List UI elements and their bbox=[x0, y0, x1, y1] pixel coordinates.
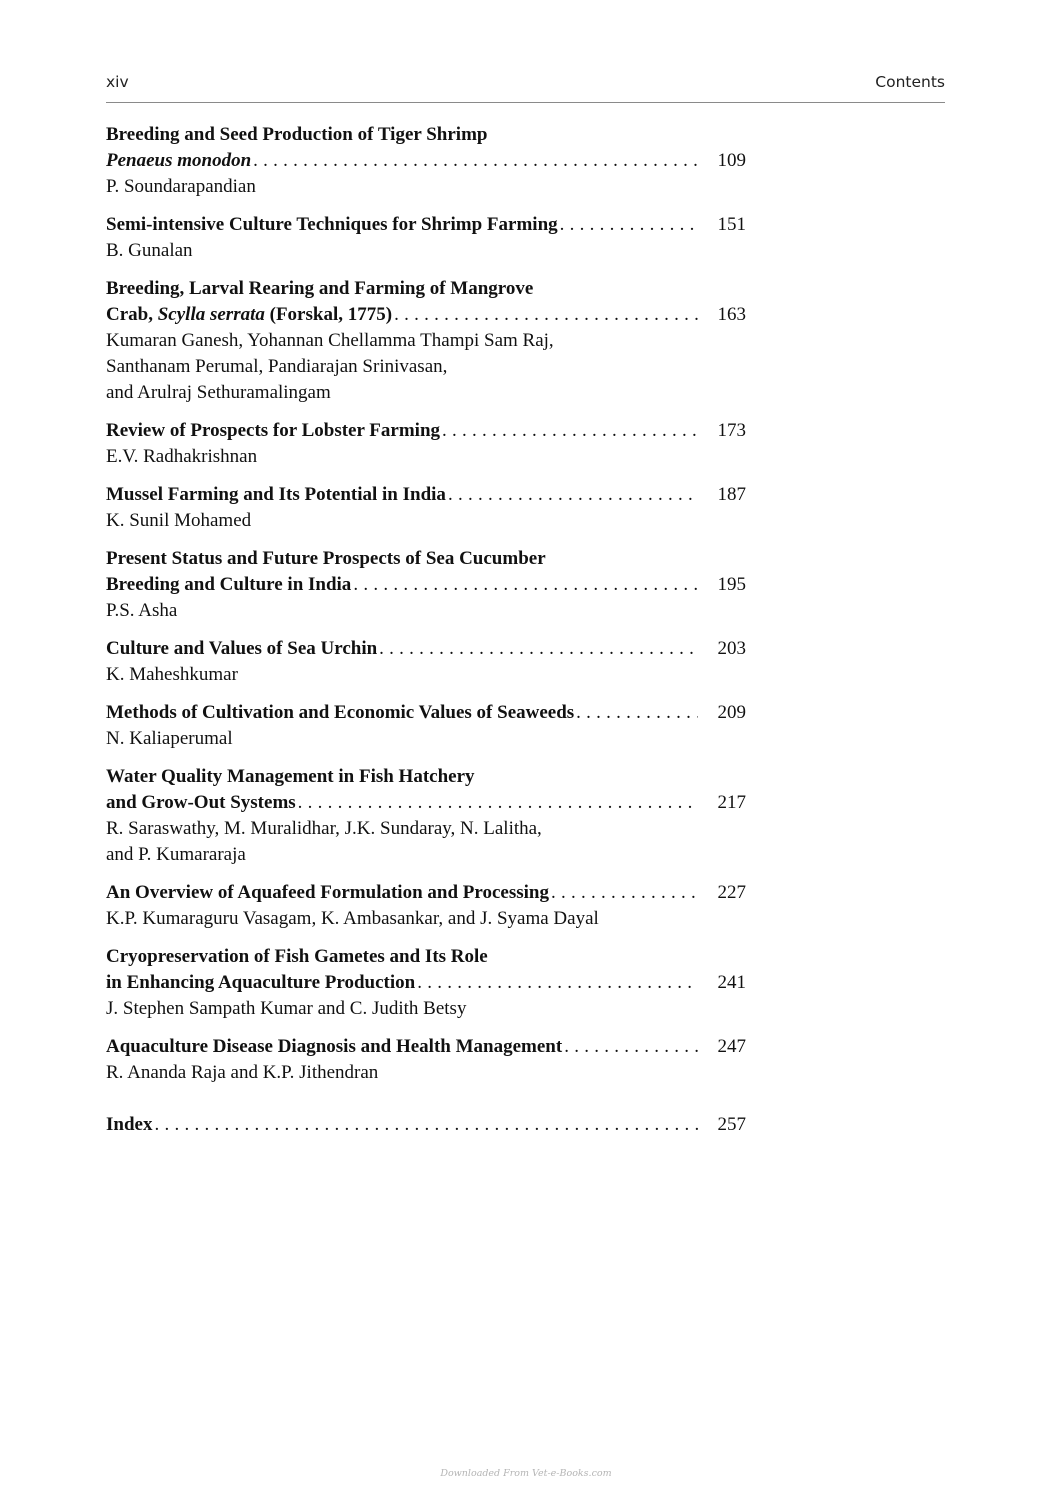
dot-leader bbox=[351, 572, 698, 598]
chapter-title: Breeding and Culture in India bbox=[106, 574, 352, 595]
chapter-title: Water Quality Management in Fish Hatchery bbox=[106, 766, 475, 787]
toc-leader-line bbox=[106, 880, 746, 906]
dot-leader bbox=[558, 212, 698, 238]
chapter-authors: N. Kaliaperumal bbox=[106, 728, 233, 749]
toc-entry[interactable] bbox=[106, 122, 746, 200]
chapter-authors: and Arulraj Sethuramalingam bbox=[106, 382, 331, 403]
dot-leader bbox=[446, 482, 698, 508]
toc-leader-line bbox=[106, 418, 746, 444]
toc-entry[interactable] bbox=[106, 418, 746, 470]
chapter-title: Methods of Cultivation and Economic Values of Seaweeds bbox=[106, 702, 575, 723]
page-ref[interactable]: 247 bbox=[717, 1036, 746, 1057]
dot-leader bbox=[549, 880, 698, 906]
toc-leader-line bbox=[106, 790, 746, 816]
toc-entry[interactable] bbox=[106, 944, 746, 1022]
toc-entry[interactable] bbox=[106, 482, 746, 534]
dot-leader bbox=[152, 1112, 698, 1138]
toc-entry[interactable] bbox=[106, 546, 746, 624]
chapter-title: Aquaculture Disease Diagnosis and Health Management bbox=[106, 1036, 563, 1057]
chapter-title: and Grow-Out Systems bbox=[106, 792, 296, 813]
page-number: xiv bbox=[106, 73, 129, 91]
toc-leader-line bbox=[106, 970, 746, 996]
chapter-authors: P.S. Asha bbox=[106, 600, 178, 621]
dot-leader bbox=[296, 790, 698, 816]
toc-leader-line bbox=[106, 1112, 746, 1138]
chapter-title: Culture and Values of Sea Urchin bbox=[106, 638, 378, 659]
toc-leader-line bbox=[106, 572, 746, 598]
toc-leader-line bbox=[106, 302, 746, 328]
chapter-title: An Overview of Aquafeed Formulation and Processing bbox=[106, 882, 549, 903]
chapter-title: Penaeus monodon bbox=[106, 150, 252, 171]
chapter-authors: K. Sunil Mohamed bbox=[106, 510, 252, 531]
chapter-authors: Kumaran Ganesh, Yohannan Chellamma Thampi Sam Raj, bbox=[106, 330, 554, 351]
chapter-title: Cryopreservation of Fish Gametes and Its Role bbox=[106, 946, 488, 967]
toc-entry[interactable] bbox=[106, 276, 746, 406]
toc-leader-line bbox=[106, 636, 746, 662]
title-segment: Crab, bbox=[106, 304, 158, 325]
table-of-contents bbox=[106, 122, 746, 1150]
chapter-authors: K.P. Kumaraguru Vasagam, K. Ambasankar, and J. Syama Dayal bbox=[106, 908, 599, 929]
toc-leader-line bbox=[106, 700, 746, 726]
chapter-authors: R. Ananda Raja and K.P. Jithendran bbox=[106, 1062, 379, 1083]
chapter-title: Breeding and Seed Production of Tiger Shrimp bbox=[106, 124, 488, 145]
page-ref[interactable]: 151 bbox=[717, 214, 746, 235]
page-ref[interactable]: 195 bbox=[717, 574, 746, 595]
chapter-authors: E.V. Radhakrishnan bbox=[106, 446, 258, 467]
toc-entry-index[interactable] bbox=[106, 1112, 746, 1138]
page-ref[interactable]: 209 bbox=[717, 702, 746, 723]
toc-leader-line bbox=[106, 148, 746, 174]
chapter-authors: and P. Kumararaja bbox=[106, 844, 246, 865]
chapter-authors: R. Saraswathy, M. Muralidhar, J.K. Sundaray, N. Lalitha, bbox=[106, 818, 542, 839]
dot-leader bbox=[392, 302, 698, 328]
toc-entry[interactable] bbox=[106, 880, 746, 932]
page-ref[interactable]: 227 bbox=[717, 882, 746, 903]
toc-leader-line bbox=[106, 212, 746, 238]
page-ref[interactable]: 203 bbox=[717, 638, 746, 659]
dot-leader bbox=[574, 700, 698, 726]
chapter-authors: Santhanam Perumal, Pandiarajan Srinivasan, bbox=[106, 356, 448, 377]
page-ref[interactable]: 173 bbox=[717, 420, 746, 441]
running-title: Contents bbox=[875, 73, 945, 91]
toc-entry[interactable] bbox=[106, 700, 746, 752]
chapter-authors: J. Stephen Sampath Kumar and C. Judith Betsy bbox=[106, 998, 467, 1019]
chapter-title: in Enhancing Aquaculture Production bbox=[106, 972, 416, 993]
dot-leader bbox=[251, 148, 698, 174]
page-ref[interactable]: 217 bbox=[717, 792, 746, 813]
running-header bbox=[106, 70, 945, 103]
chapter-title: Review of Prospects for Lobster Farming bbox=[106, 420, 441, 441]
toc-entry[interactable] bbox=[106, 764, 746, 868]
chapter-title bbox=[106, 302, 392, 328]
page-ref[interactable]: 163 bbox=[717, 304, 746, 325]
chapter-title: Mussel Farming and Its Potential in India bbox=[106, 484, 446, 505]
page-ref[interactable]: 109 bbox=[717, 150, 746, 171]
chapter-title: Semi-intensive Culture Techniques for Shrimp Farming bbox=[106, 214, 558, 235]
toc-entry[interactable] bbox=[106, 636, 746, 688]
chapter-authors: P. Soundarapandian bbox=[106, 176, 256, 197]
species-name: Scylla serrata bbox=[157, 304, 265, 325]
dot-leader bbox=[415, 970, 698, 996]
title-segment: (Forskal, 1775) bbox=[264, 304, 393, 325]
chapter-authors: B. Gunalan bbox=[106, 240, 193, 261]
dot-leader bbox=[440, 418, 698, 444]
dot-leader bbox=[377, 636, 698, 662]
chapter-title: Breeding, Larval Rearing and Farming of Mangrove bbox=[106, 278, 534, 299]
chapter-authors: K. Maheshkumar bbox=[106, 664, 238, 685]
toc-leader-line bbox=[106, 1034, 746, 1060]
toc-leader-line bbox=[106, 482, 746, 508]
chapter-title: Present Status and Future Prospects of Sea Cucumber bbox=[106, 548, 546, 569]
toc-entry[interactable] bbox=[106, 212, 746, 264]
download-watermark: Downloaded From Vet-e-Books.com bbox=[440, 1468, 612, 1479]
dot-leader bbox=[562, 1034, 698, 1060]
toc-entry[interactable] bbox=[106, 1034, 746, 1086]
page-ref[interactable]: 187 bbox=[717, 484, 746, 505]
page-ref[interactable]: 241 bbox=[717, 972, 746, 993]
index-title: Index bbox=[106, 1114, 153, 1135]
page-ref[interactable]: 257 bbox=[717, 1114, 746, 1135]
